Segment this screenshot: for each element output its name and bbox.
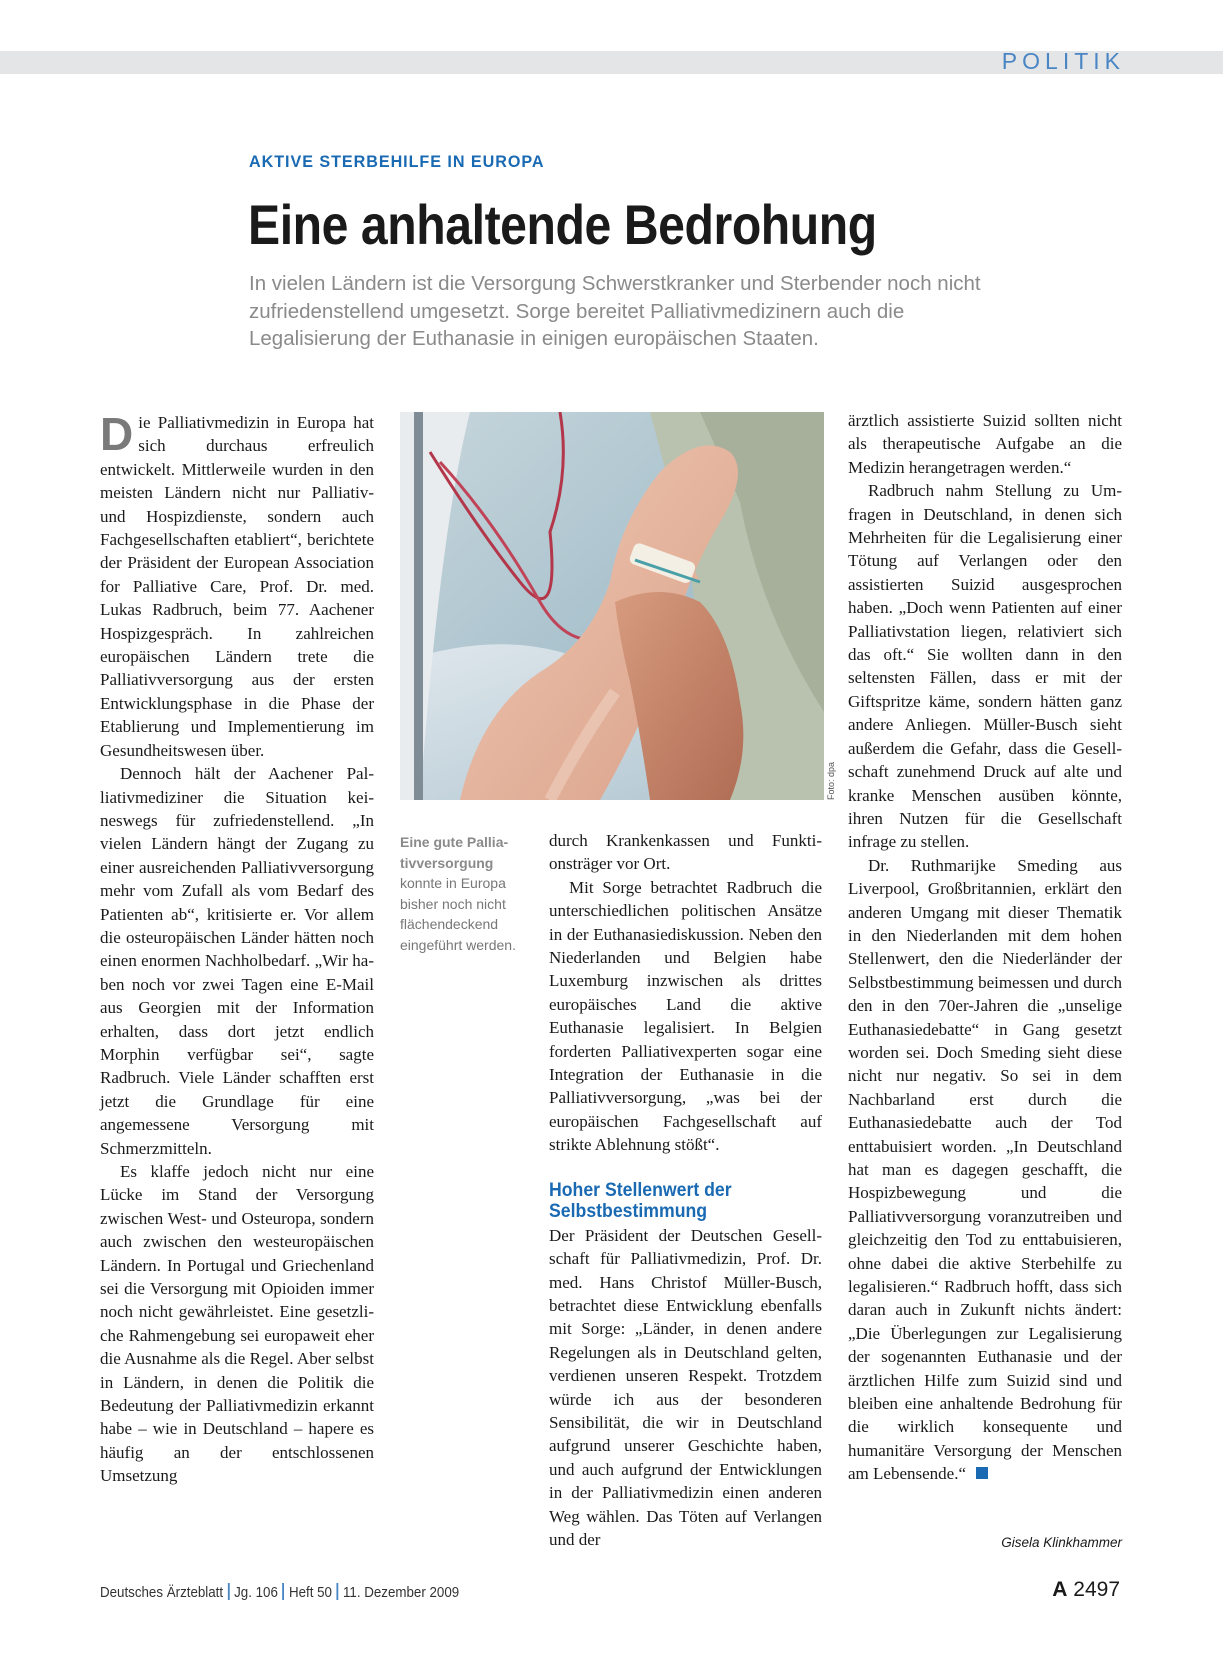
- article-kicker: AKTIVE STERBEHILFE IN EUROPA: [249, 152, 545, 171]
- footer-separator: [228, 1583, 230, 1600]
- caption-text: konnte in Europa bisher noch nicht flächendeckend eingeführt werden.: [400, 875, 516, 953]
- page-number-value: 2497: [1073, 1578, 1120, 1601]
- paragraph: [848, 854, 1122, 1486]
- journal-name: Deutsches Ärzteblatt: [100, 1585, 224, 1601]
- end-square-icon: [976, 1467, 988, 1479]
- paragraph: Der Präsident der Deutschen Gesellschaft für Palliativmedizin, Prof. Dr. med. Hans Christof Müller-Busch, betrachtet diese Entwicklung ebenfalls mit Sorge: „Länder, in denen andere Regelungen als in Deutschland gelten, verdienen unseren Respekt. Trotzdem würde ich aus der besonderen Sensibilität, die wir in Deutschland aufgrund unserer Geschichte haben, und auch aufgrund der Entwicklungen in der Palliativmedizin einen anderen Weg wählen. Das Töten auf Verlangen und der: [549, 1225, 822, 1549]
- caption-lead: Eine gute Palliativversorgung: [400, 834, 509, 871]
- journal-volume: Jg. 106: [234, 1585, 278, 1601]
- paragraph: ärztlich assistierte Suizid sollten nicht als therapeutische Aufgabe an die Medizin herangetragen werden.“: [848, 411, 1122, 477]
- paragraph: Dennoch hält der Aachener Palliativmediziner die Situation keineswegs für zufriedenstellend. „In vielen Ländern hängt der Zugang zu einer ausreichenden Palliativversorgung mehr vom Zufall als vom Bedarf des Patienten ab“, kritisierte er. Vor allem die osteuropäischen Länder hätten noch einen enormen Nachholbedarf. „Wir haben noch vor zwei Tagen eine E-Mail aus Georgien mit der Information erhalten, dass dort jetzt endlich Morphin verfügbar sei“, sagte Radbruch. Viele Länder schafften erst jetzt die Grundlage für eine angemessene Versorgung mit Schmerzmitteln.: [100, 764, 374, 1158]
- paragraph: Es klaffe jedoch nicht nur eine Lücke im Stand der Versorgung zwischen West- und Osteuropa, sondern auch zwischen den westeuropäischen Ländern. In Portugal und Griechenland sei die Versorgung mit Opioiden immer noch nicht gewährleistet. Eine gesetzliche Rahmengebung sei europaweit eher die Ausnahme als die Regel. Aber selbst in Ländern, in denen die Politik die Bedeutung der Palliativmedizin erkannt habe – wie in Deutschland – hapere es häufig an der entschlossenen Umsetzung: [100, 1162, 374, 1486]
- article-column-1: [100, 408, 374, 1488]
- photo-credit: Foto: dpa: [826, 761, 836, 800]
- paragraph-text: ie Palliativmedizin in Europa hat sich durchaus erfreulich entwickelt. Mittlerweile wurden in den meisten Ländern nicht nur Palliativ- und Hospizdienste, sondern auch Fachgesellschaften etabliert“, berichtete der Präsident der European Association for Palliative Care, Prof. Dr. med. Lukas Radbruch, beim 77. Aachener Hospizgespräch. In zahlreichen europäischen Ländern trete die Palliativversorgung aus der ersten Entwicklungsphase in die Phase der Etablierung und Implementierung im Gesundheitswesen über.: [100, 413, 374, 760]
- paragraph: durch Krankenkassen und Funktionsträger vor Ort.: [549, 831, 822, 874]
- page-number: [1052, 1578, 1120, 1602]
- section-subheading: Hoher Stellenwert der Selbstbestimmung: [549, 1179, 732, 1222]
- paragraph: [100, 408, 374, 762]
- page-footer: [100, 1583, 459, 1601]
- paragraph: Mit Sorge betrachtet Radbruch die unterschiedlichen politischen Ansätze in der Euthanasiediskussion. Neben den Niederlanden und Belgien habe Luxemburg inzwischen als drittes europäisches Land die aktive Euthanasie legalisiert. In Belgien forderten Palliativexperten sogar eine Integration der Euthanasie in die Palliativversorgung, „was bei der europäischen Fachgesellschaft auf strikte Ablehnung stößt“.: [549, 877, 822, 1155]
- photo-caption: [400, 832, 525, 955]
- paragraph-text: Dr. Ruthmarijke Smeding aus Liverpool, Großbritannien, erklärt den anderen Umgang mit dieser Thematik in den Niederlanden mit dem hohen Stellenwert, den die Niederländer der Selbstbestimmung beimessen und durch den in den 70er-Jahren die „unselige Euthanasiedebatte“ in Gang gesetzt worden sei. Doch Smeding sieht diese nicht nur negativ. So sei in dem Nachbarland erst durch die Euthanasiedebatte auch der Tod enttabuisiert worden. „In Deutschland hat man es dagegen geschafft, die Hospizbewegung und die Palliativversorgung voranzutreiben und gleichzeitig den Tod zu enttabuisieren, ohne dabei die aktive Sterbehilfe zu legalisieren.“ Radbruch hofft, dass sich daran auch in Zukunft nichts ändert: „Die Überlegungen zur Legalisierung der sogenannten Euthanasie und der ärztlichen Hilfe zum Suizid sind und bleiben eine anhaltende Bedrohung für die wirklich konsequente und humanitäre Versorgung der Menschen am Lebensende.“: [848, 855, 1122, 1484]
- journal-issue: Heft 50: [288, 1585, 332, 1601]
- article-column-2: [549, 829, 822, 1551]
- footer-separator: [337, 1583, 339, 1600]
- article-photo: [400, 412, 824, 800]
- issue-date: 11. Dezember 2009: [342, 1585, 460, 1601]
- article-column-3: [848, 409, 1122, 1486]
- section-rubric: POLITIK: [1001, 48, 1125, 74]
- photo-hands-illustration: [400, 412, 824, 800]
- drop-cap: D: [100, 408, 134, 460]
- article-lead: In vielen Ländern ist die Versorgung Schwerstkranker und Sterbender noch nicht zufriedenstellend umgesetzt. Sorge bereitet Palliativmedizinern auch die Legalisierung der Euthanasie in einigen europäischen Staaten.: [249, 272, 981, 350]
- footer-separator: [283, 1583, 285, 1600]
- paragraph: Radbruch nahm Stellung zu Umfragen in Deutschland, in denen sich Mehrheiten für die Legalisierung einer Tötung auf Verlangen oder den assistierten Suizid ausgesprochen haben. „Doch wenn Patienten auf einer Palliativstation liegen, relativiert sich das oft.“ Sie wollten dann in den seltensten Fällen, dass er mit der Giftspritze käme, sondern hätten ganz andere Anliegen. Müller-Busch sieht außerdem die Gefahr, dass die Gesellschaft zunehmend Druck auf alte und kranke Menschen ausüben könnte, ihren Nutzen für die Gesellschaft infrage zu stellen.: [848, 481, 1122, 852]
- article-headline: Eine anhaltende Bedrohung: [248, 193, 877, 256]
- author-byline: Gisela Klinkhammer: [1001, 1535, 1122, 1550]
- page-prefix: A: [1052, 1578, 1068, 1601]
